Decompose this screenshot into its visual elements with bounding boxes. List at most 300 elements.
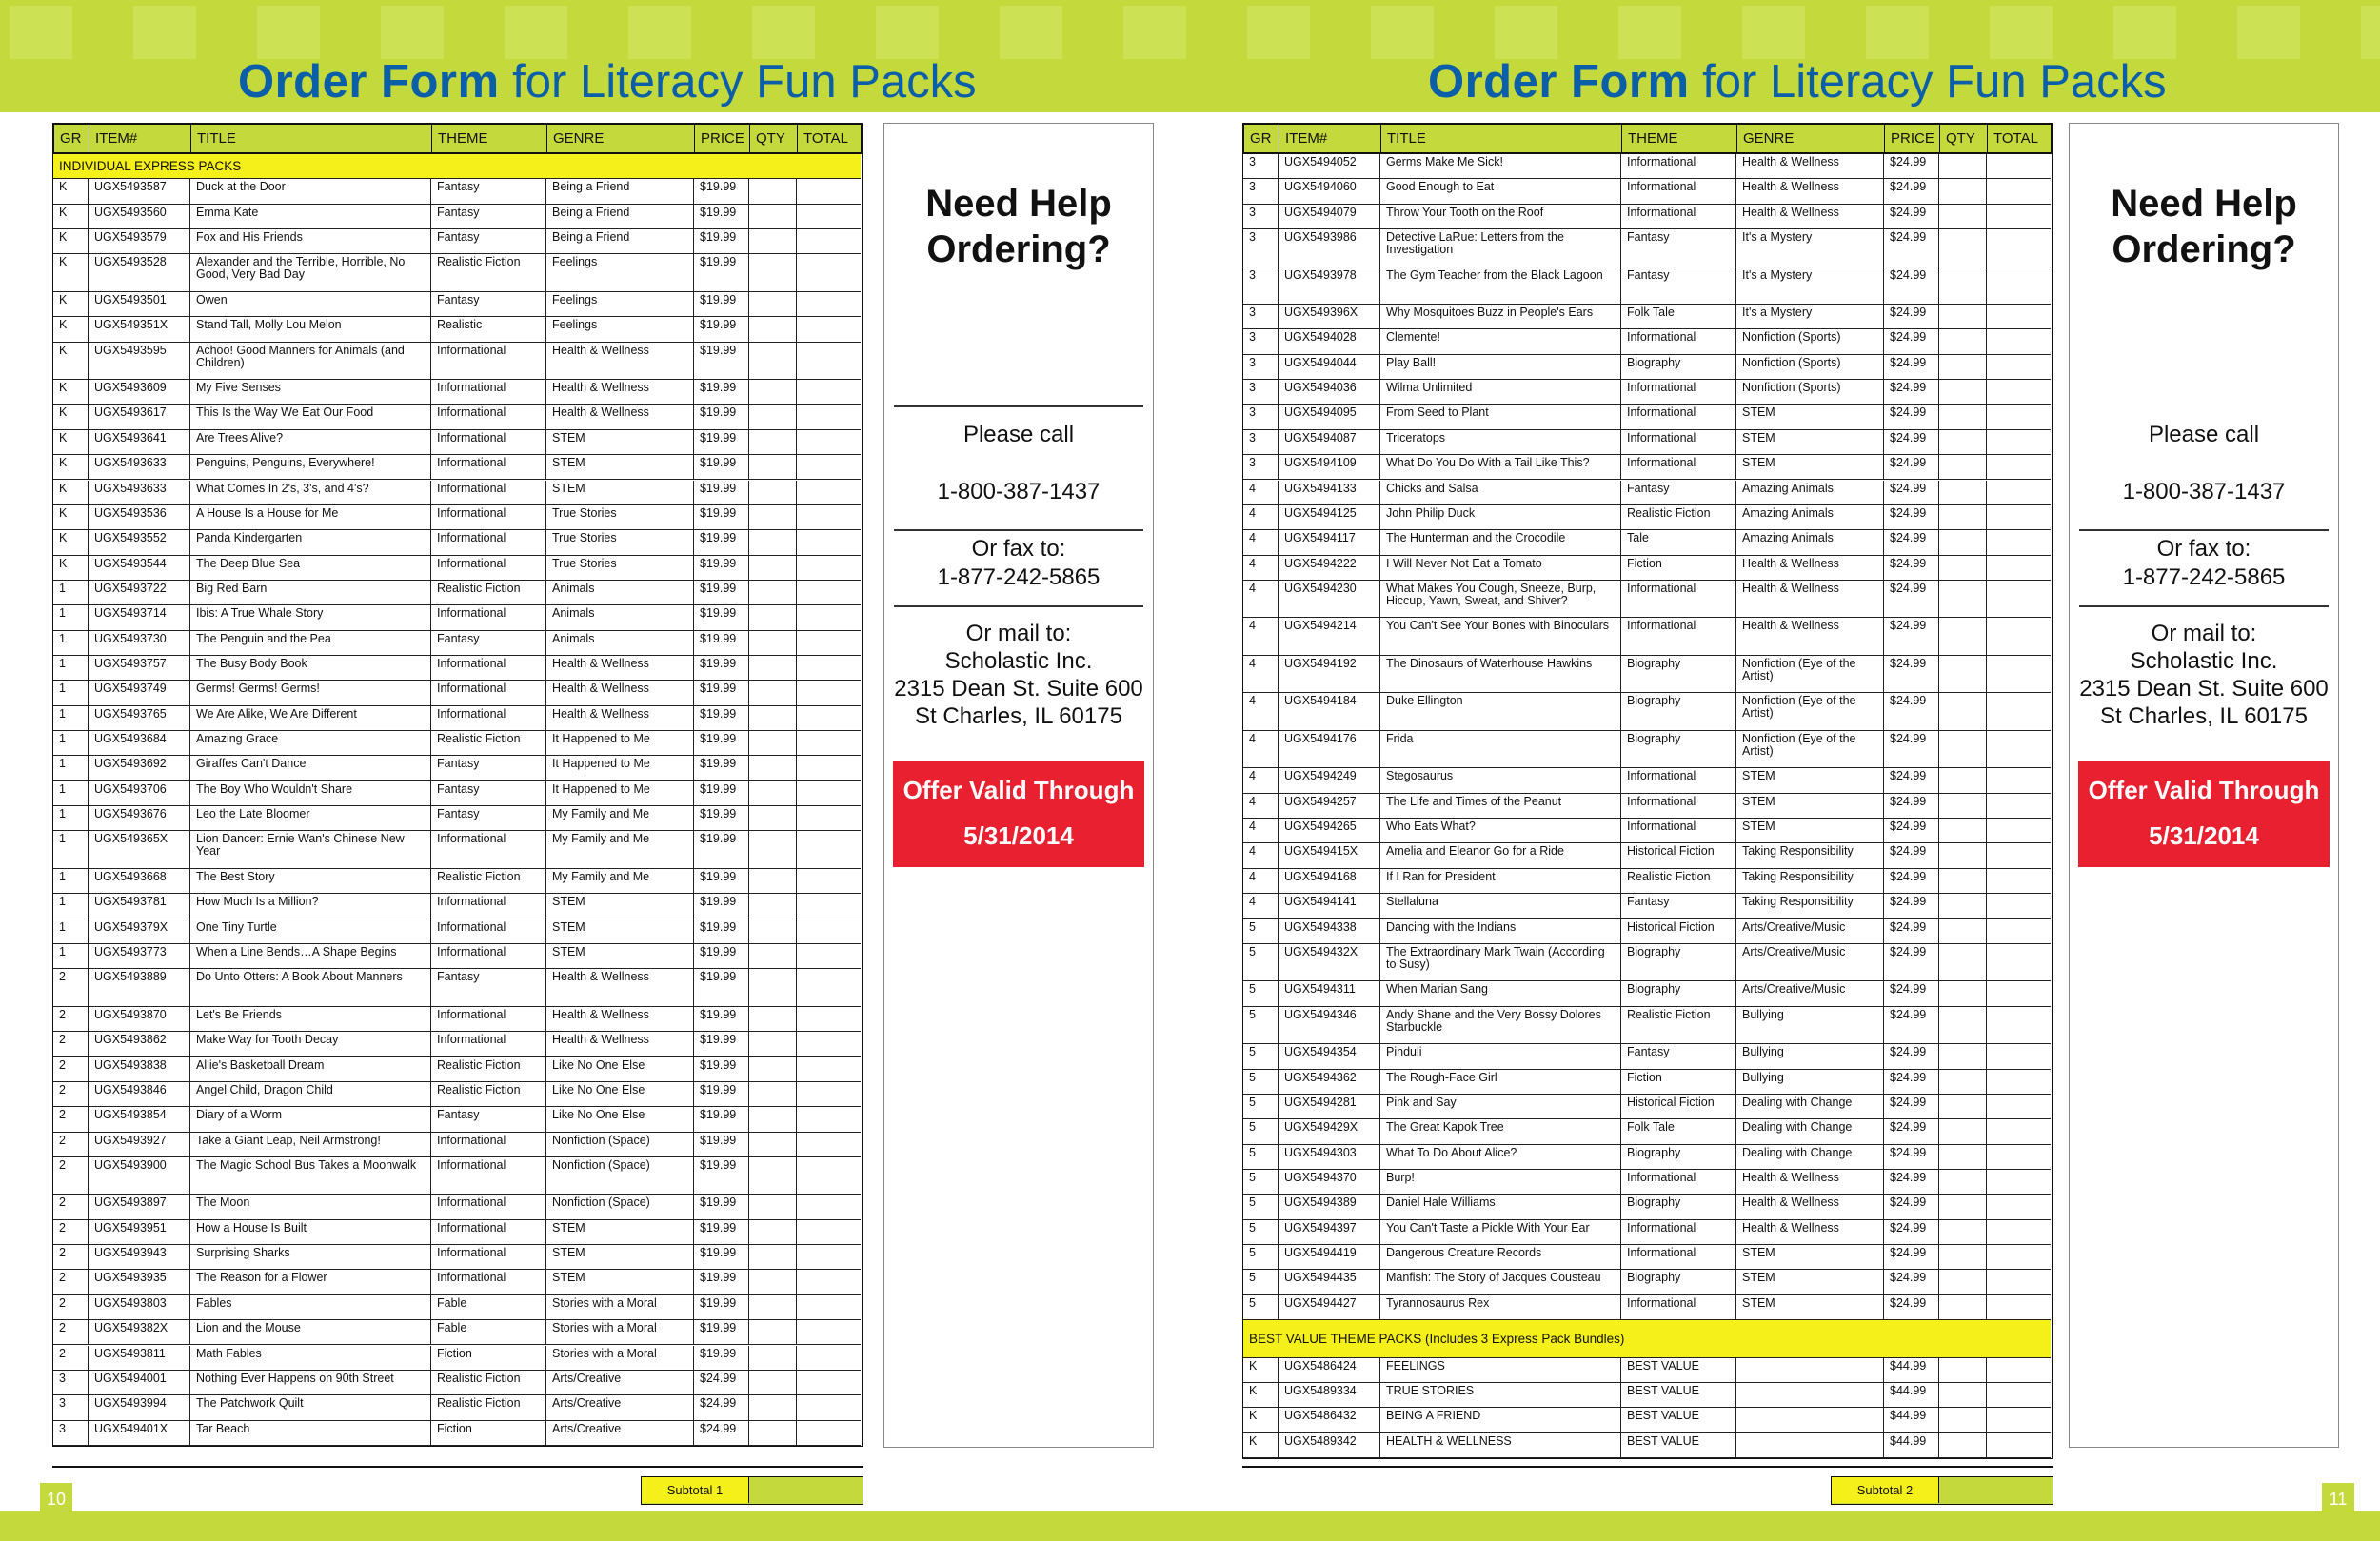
cell-total[interactable] — [797, 229, 858, 253]
cell-price: $19.99 — [694, 1295, 749, 1319]
table-row — [53, 205, 861, 229]
cell-total[interactable] — [797, 831, 858, 868]
cell-total[interactable] — [797, 405, 858, 428]
cell-qty[interactable] — [1939, 1358, 1987, 1382]
cell-qty[interactable] — [1939, 919, 1987, 943]
cell-gr: 2 — [53, 1320, 89, 1344]
cell-total[interactable] — [1987, 1044, 2048, 1068]
cell-title: The Busy Body Book — [190, 656, 431, 680]
cell-total[interactable] — [797, 1107, 858, 1131]
cell-title: Wilma Unlimited — [1380, 380, 1621, 404]
cell-total[interactable] — [1987, 768, 2048, 792]
cell-genre: Health & Wellness — [546, 656, 694, 680]
cell-qty[interactable] — [749, 455, 797, 479]
cell-qty[interactable] — [749, 869, 797, 893]
cell-qty[interactable] — [1939, 869, 1987, 893]
cell-qty[interactable] — [749, 1082, 797, 1106]
cell-theme: Informational — [431, 530, 546, 554]
cell-theme: Biography — [1621, 1270, 1736, 1294]
cell-total[interactable] — [797, 731, 858, 755]
cell-total[interactable] — [797, 179, 858, 203]
cell-item: UGX5494133 — [1279, 481, 1380, 504]
cell-total[interactable] — [1987, 1383, 2048, 1407]
subtotal-1-field[interactable] — [641, 1476, 863, 1505]
mail-city: St Charles, IL 60175 — [915, 703, 1122, 729]
cell-theme: Fiction — [431, 1421, 546, 1445]
cell-total[interactable] — [797, 481, 858, 504]
cell-total[interactable] — [797, 581, 858, 604]
table-row — [1243, 1007, 2051, 1045]
cell-qty[interactable] — [749, 1057, 797, 1081]
cell-qty[interactable] — [1939, 894, 1987, 918]
cell-theme: Realistic — [431, 317, 546, 341]
cell-gr: K — [1243, 1383, 1279, 1407]
cell-genre: Health & Wellness — [546, 1007, 694, 1031]
cell-total[interactable] — [1987, 656, 2048, 693]
cell-theme: Informational — [1621, 405, 1736, 428]
need-help-heading: Need Help Ordering? — [925, 183, 1112, 270]
cell-qty[interactable] — [749, 1320, 797, 1344]
cell-total[interactable] — [1987, 154, 2048, 178]
cell-qty[interactable] — [1939, 1408, 1987, 1432]
cell-total[interactable] — [797, 380, 858, 404]
cell-qty[interactable] — [749, 317, 797, 341]
table-row — [53, 656, 861, 681]
cell-total[interactable] — [1987, 455, 2048, 479]
cell-qty[interactable] — [1939, 179, 1987, 203]
cell-qty[interactable] — [749, 806, 797, 830]
cell-qty[interactable] — [1939, 1119, 1987, 1143]
cell-qty[interactable] — [1939, 380, 1987, 404]
offer-date: 5/31/2014 — [2149, 821, 2259, 850]
cell-qty[interactable] — [1939, 1170, 1987, 1194]
cell-total[interactable] — [797, 1346, 858, 1370]
cell-total[interactable] — [1987, 731, 2048, 768]
cell-price: $19.99 — [694, 530, 749, 554]
cell-theme: Realistic Fiction — [431, 1395, 546, 1419]
cell-title: What To Do About Alice? — [1380, 1145, 1621, 1169]
cell-qty[interactable] — [1939, 267, 1987, 305]
cell-total[interactable] — [797, 556, 858, 580]
cell-item: UGX5494044 — [1279, 355, 1380, 379]
cell-qty[interactable] — [749, 1032, 797, 1056]
cell-total[interactable] — [1987, 329, 2048, 353]
cell-theme: Informational — [1621, 179, 1736, 203]
cell-title: Allie's Basketball Dream — [190, 1057, 431, 1081]
cell-qty[interactable] — [1939, 355, 1987, 379]
cell-theme: Fable — [431, 1320, 546, 1344]
cell-qty[interactable] — [1939, 1095, 1987, 1118]
cell-qty[interactable] — [1939, 1295, 1987, 1319]
cell-qty[interactable] — [1939, 1383, 1987, 1407]
bottom-band — [0, 1511, 2380, 1541]
cell-price: $24.99 — [1884, 869, 1939, 893]
cell-qty[interactable] — [749, 1195, 797, 1218]
table-row — [53, 919, 861, 944]
cell-title: The Dinosaurs of Waterhouse Hawkins — [1380, 656, 1621, 693]
cell-title: When Marian Sang — [1380, 981, 1621, 1005]
cell-qty[interactable] — [1939, 556, 1987, 580]
cell-price: $24.99 — [1884, 768, 1939, 792]
cell-qty[interactable] — [749, 292, 797, 316]
cell-total[interactable] — [797, 1395, 858, 1419]
cell-total[interactable] — [1987, 1119, 2048, 1143]
cell-qty[interactable] — [749, 1346, 797, 1370]
cell-total[interactable] — [797, 1220, 858, 1244]
cell-total[interactable] — [1987, 1270, 2048, 1294]
cell-total[interactable] — [1987, 530, 2048, 554]
cell-qty[interactable] — [1939, 981, 1987, 1005]
fax-label: Or fax to: — [2156, 536, 2251, 562]
cell-total[interactable] — [1987, 581, 2048, 618]
cell-qty[interactable] — [1939, 305, 1987, 328]
phone-number[interactable]: 1-800-387-1437 — [937, 479, 1101, 504]
cell-price: $19.99 — [694, 944, 749, 968]
cell-genre: Dealing with Change — [1736, 1119, 1884, 1143]
cell-title: Leo the Late Bloomer — [190, 806, 431, 830]
cell-qty[interactable] — [1939, 731, 1987, 768]
cell-total[interactable] — [797, 1320, 858, 1344]
cell-total[interactable] — [797, 1082, 858, 1106]
cell-genre: Feelings — [546, 317, 694, 341]
cell-price: $24.99 — [694, 1421, 749, 1445]
cell-total[interactable] — [797, 1295, 858, 1319]
cell-qty[interactable] — [749, 430, 797, 454]
cell-qty[interactable] — [1939, 1245, 1987, 1269]
cell-total[interactable] — [797, 706, 858, 730]
cell-qty[interactable] — [1939, 843, 1987, 867]
cell-total[interactable] — [797, 1032, 858, 1056]
cell-total[interactable] — [797, 1245, 858, 1269]
cell-genre: Arts/Creative — [546, 1371, 694, 1394]
cell-qty[interactable] — [749, 1371, 797, 1394]
cell-total[interactable] — [1987, 405, 2048, 428]
cell-qty[interactable] — [749, 605, 797, 629]
cell-total[interactable] — [797, 317, 858, 341]
cell-qty[interactable] — [749, 530, 797, 554]
cell-title: Manfish: The Story of Jacques Cousteau — [1380, 1270, 1621, 1294]
cell-qty[interactable] — [749, 1270, 797, 1294]
cell-total[interactable] — [797, 656, 858, 680]
cell-qty[interactable] — [1939, 1195, 1987, 1218]
cell-item: UGX5493579 — [89, 229, 190, 253]
cell-total[interactable] — [797, 455, 858, 479]
cell-theme: BEST VALUE — [1621, 1408, 1736, 1432]
cell-item: UGX549415X — [1279, 843, 1380, 867]
cell-theme: Informational — [1621, 154, 1736, 178]
cell-theme: Fable — [431, 1295, 546, 1319]
cell-total[interactable] — [797, 1195, 858, 1218]
cell-total[interactable] — [1987, 229, 2048, 267]
cell-total[interactable] — [1987, 894, 2048, 918]
cell-total[interactable] — [797, 1421, 858, 1445]
cell-gr: 2 — [53, 1270, 89, 1294]
cell-qty[interactable] — [1939, 1145, 1987, 1169]
cell-qty[interactable] — [749, 831, 797, 868]
table-row — [53, 706, 861, 731]
cell-total[interactable] — [797, 969, 858, 1006]
title-bold: Order Form — [1428, 56, 1690, 108]
cell-total[interactable] — [797, 631, 858, 655]
table-header — [1242, 123, 2053, 154]
cell-qty[interactable] — [749, 1007, 797, 1031]
cell-total[interactable] — [1987, 944, 2048, 981]
cell-total[interactable] — [797, 756, 858, 780]
cell-qty[interactable] — [1939, 481, 1987, 504]
cell-qty[interactable] — [749, 405, 797, 428]
cell-qty[interactable] — [1939, 455, 1987, 479]
cell-total[interactable] — [1987, 794, 2048, 818]
cell-price: $19.99 — [694, 731, 749, 755]
cell-total[interactable] — [797, 254, 858, 291]
cell-qty[interactable] — [749, 1133, 797, 1156]
cell-qty[interactable] — [1939, 1220, 1987, 1244]
cell-genre: Bullying — [1736, 1044, 1884, 1068]
cell-title: The Rough-Face Girl — [1380, 1070, 1621, 1094]
cell-qty[interactable] — [1939, 1270, 1987, 1294]
cell-gr: 3 — [1243, 305, 1279, 328]
cell-total[interactable] — [1987, 380, 2048, 404]
cell-qty[interactable] — [749, 1421, 797, 1445]
cell-total[interactable] — [797, 1057, 858, 1081]
cell-qty[interactable] — [749, 706, 797, 730]
table-row — [53, 1107, 861, 1132]
cell-total[interactable] — [797, 1157, 858, 1195]
cell-price: $19.99 — [694, 656, 749, 680]
cell-genre: Health & Wellness — [1736, 618, 1884, 655]
cell-total[interactable] — [1987, 179, 2048, 203]
cell-total[interactable] — [1987, 1170, 2048, 1194]
cell-qty[interactable] — [749, 1245, 797, 1269]
cell-total[interactable] — [797, 1270, 858, 1294]
table-row — [1243, 1433, 2051, 1458]
cell-qty[interactable] — [749, 969, 797, 1006]
cell-total[interactable] — [1987, 1408, 2048, 1432]
cell-theme: Informational — [1621, 1170, 1736, 1194]
cell-item: UGX5494222 — [1279, 556, 1380, 580]
cell-total[interactable] — [1987, 1007, 2048, 1044]
cell-total[interactable] — [1987, 869, 2048, 893]
cell-item: UGX5493862 — [89, 1032, 190, 1056]
cell-total[interactable] — [1987, 1245, 2048, 1269]
cell-total[interactable] — [1987, 1295, 2048, 1319]
cell-qty[interactable] — [1939, 819, 1987, 842]
cell-qty[interactable] — [1939, 944, 1987, 981]
cell-qty[interactable] — [1939, 1007, 1987, 1044]
cell-qty[interactable] — [1939, 329, 1987, 353]
cell-qty[interactable] — [1939, 530, 1987, 554]
cell-title: Pink and Say — [1380, 1095, 1621, 1118]
cell-total[interactable] — [1987, 819, 2048, 842]
cell-total[interactable] — [1987, 693, 2048, 730]
cell-genre: Nonfiction (Sports) — [1736, 329, 1884, 353]
cell-total[interactable] — [797, 530, 858, 554]
footer-rule-left — [52, 1466, 863, 1468]
cell-qty[interactable] — [1939, 1070, 1987, 1094]
cell-qty[interactable] — [1939, 693, 1987, 730]
cell-gr: 1 — [53, 756, 89, 780]
cell-total[interactable] — [1987, 305, 2048, 328]
cell-qty[interactable] — [749, 631, 797, 655]
cell-title: Tar Beach — [190, 1421, 431, 1445]
cell-genre: STEM — [546, 944, 694, 968]
cell-total[interactable] — [1987, 981, 2048, 1005]
cell-total[interactable] — [1987, 430, 2048, 454]
cell-total[interactable] — [1987, 355, 2048, 379]
cell-qty[interactable] — [749, 681, 797, 704]
cell-total[interactable] — [797, 944, 858, 968]
cell-total[interactable] — [797, 894, 858, 918]
cell-qty[interactable] — [1939, 505, 1987, 529]
cell-genre: STEM — [546, 455, 694, 479]
cell-total[interactable] — [797, 806, 858, 830]
help-box-left — [883, 123, 1154, 1448]
cell-qty[interactable] — [749, 1395, 797, 1419]
cell-total[interactable] — [797, 505, 858, 529]
cell-qty[interactable] — [749, 1107, 797, 1131]
cell-qty[interactable] — [749, 1157, 797, 1195]
cell-qty[interactable] — [749, 731, 797, 755]
title-rest: for Literacy Fun Packs — [1689, 56, 2167, 108]
cell-price: $44.99 — [1884, 1358, 1939, 1382]
cell-price: $24.99 — [1884, 179, 1939, 203]
cell-qty[interactable] — [749, 656, 797, 680]
cell-qty[interactable] — [1939, 656, 1987, 693]
cell-genre: STEM — [546, 919, 694, 943]
cell-title: Germs! Germs! Germs! — [190, 681, 431, 704]
cell-qty[interactable] — [1939, 581, 1987, 618]
cell-theme: Tale — [1621, 530, 1736, 554]
cell-title: Dancing with the Indians — [1380, 919, 1621, 943]
cell-gr: K — [53, 229, 89, 253]
cell-qty[interactable] — [749, 205, 797, 228]
cell-qty[interactable] — [749, 756, 797, 780]
cell-total[interactable] — [1987, 1220, 2048, 1244]
cell-qty[interactable] — [749, 919, 797, 943]
cell-item: UGX5494435 — [1279, 1270, 1380, 1294]
cell-qty[interactable] — [749, 229, 797, 253]
subtotal-label: Subtotal 2 — [1832, 1477, 1939, 1503]
cell-total[interactable] — [1987, 618, 2048, 655]
cell-gr: 4 — [1243, 481, 1279, 504]
cell-item: UGX5493609 — [89, 380, 190, 404]
cell-title: The Boy Who Wouldn't Share — [190, 781, 431, 805]
table-row — [1243, 455, 2051, 480]
cell-genre: STEM — [546, 481, 694, 504]
cell-qty[interactable] — [1939, 1044, 1987, 1068]
cell-qty[interactable] — [749, 380, 797, 404]
cell-item: UGX549379X — [89, 919, 190, 943]
cell-gr: 5 — [1243, 944, 1279, 981]
cell-total[interactable] — [1987, 481, 2048, 504]
cell-total[interactable] — [797, 292, 858, 316]
cell-title: Tyrannosaurus Rex — [1380, 1295, 1621, 1319]
cell-item: UGX5489334 — [1279, 1383, 1380, 1407]
cell-qty[interactable] — [1939, 1433, 1987, 1457]
cell-total[interactable] — [1987, 1145, 2048, 1169]
cell-total[interactable] — [797, 781, 858, 805]
cell-total[interactable] — [797, 205, 858, 228]
cell-genre: It's a Mystery — [1736, 305, 1884, 328]
cell-total[interactable] — [1987, 1358, 2048, 1382]
cell-genre: Nonfiction (Eye of the Artist) — [1736, 731, 1884, 768]
cell-qty[interactable] — [1939, 405, 1987, 428]
cell-total[interactable] — [1987, 1070, 2048, 1094]
cell-qty[interactable] — [749, 781, 797, 805]
subtotal-2-field[interactable] — [1831, 1476, 2053, 1505]
cell-gr: 3 — [1243, 179, 1279, 203]
cell-total[interactable] — [797, 1371, 858, 1394]
cell-total[interactable] — [797, 343, 858, 380]
cell-genre: Arts/Creative — [546, 1395, 694, 1419]
cell-item: UGX5494095 — [1279, 405, 1380, 428]
table-row — [1243, 1095, 2051, 1119]
cell-total[interactable] — [1987, 843, 2048, 867]
cell-qty[interactable] — [749, 1220, 797, 1244]
cell-total[interactable] — [1987, 205, 2048, 228]
cell-gr: K — [53, 455, 89, 479]
cell-total[interactable] — [1987, 505, 2048, 529]
cell-qty[interactable] — [1939, 794, 1987, 818]
cell-item: UGX5489342 — [1279, 1433, 1380, 1457]
cell-total[interactable] — [797, 919, 858, 943]
cell-title: Fox and His Friends — [190, 229, 431, 253]
cell-total[interactable] — [1987, 267, 2048, 305]
table-row — [1243, 869, 2051, 894]
cell-qty[interactable] — [1939, 430, 1987, 454]
table-row — [1243, 305, 2051, 329]
cell-total[interactable] — [797, 605, 858, 629]
table-row — [1243, 430, 2051, 455]
cell-qty[interactable] — [749, 343, 797, 380]
cell-total[interactable] — [797, 869, 858, 893]
cell-total[interactable] — [797, 681, 858, 704]
cell-qty[interactable] — [1939, 618, 1987, 655]
cell-qty[interactable] — [749, 505, 797, 529]
cell-qty[interactable] — [749, 481, 797, 504]
cell-qty[interactable] — [749, 581, 797, 604]
cell-title: How Much Is a Million? — [190, 894, 431, 918]
cell-qty[interactable] — [1939, 205, 1987, 228]
cell-qty[interactable] — [1939, 229, 1987, 267]
cell-total[interactable] — [1987, 556, 2048, 580]
table-row — [53, 254, 861, 292]
cell-qty[interactable] — [749, 179, 797, 203]
cell-total[interactable] — [1987, 1195, 2048, 1218]
cell-title: Chicks and Salsa — [1380, 481, 1621, 504]
phone-number[interactable]: 1-800-387-1437 — [2122, 479, 2286, 504]
cell-qty[interactable] — [749, 1295, 797, 1319]
cell-qty[interactable] — [749, 944, 797, 968]
cell-theme: Informational — [431, 681, 546, 704]
cell-price: $24.99 — [1884, 1007, 1939, 1044]
cell-total[interactable] — [1987, 1433, 2048, 1457]
cell-total[interactable] — [1987, 1095, 2048, 1118]
cell-qty[interactable] — [749, 254, 797, 291]
table-row — [53, 756, 861, 780]
cell-total[interactable] — [797, 430, 858, 454]
cell-total[interactable] — [797, 1133, 858, 1156]
cell-qty[interactable] — [1939, 768, 1987, 792]
cell-qty[interactable] — [1939, 154, 1987, 178]
cell-total[interactable] — [797, 1007, 858, 1031]
cell-gr: 4 — [1243, 505, 1279, 529]
cell-qty[interactable] — [749, 556, 797, 580]
cell-qty[interactable] — [749, 894, 797, 918]
cell-theme: Fantasy — [431, 806, 546, 830]
cell-theme: Folk Tale — [1621, 305, 1736, 328]
cell-total[interactable] — [1987, 919, 2048, 943]
